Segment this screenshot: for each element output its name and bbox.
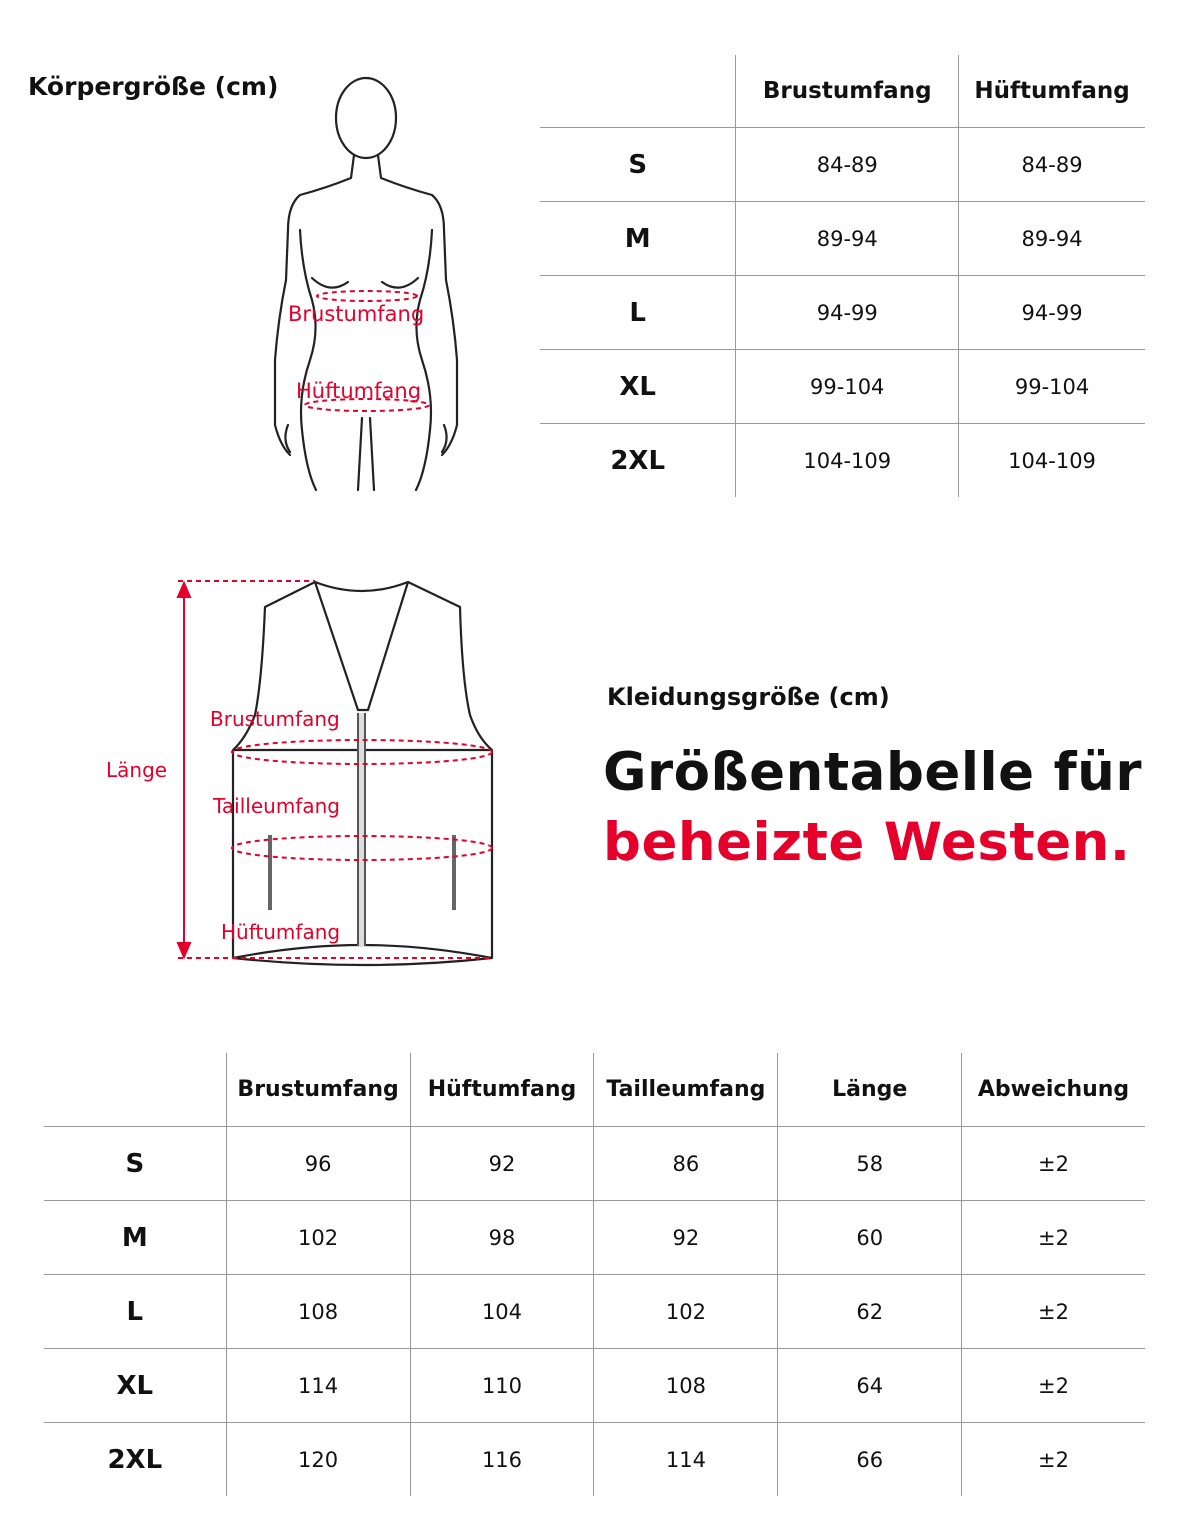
size-label: L	[540, 276, 736, 350]
table-row	[540, 424, 1145, 498]
table-cell: 116	[410, 1423, 594, 1497]
size-label: 2XL	[540, 424, 736, 498]
table-cell: 94-99	[959, 276, 1145, 350]
table-cell: 114	[594, 1423, 778, 1497]
vest-waist-label: Tailleumfang	[213, 794, 340, 818]
table-cell: ±2	[962, 1275, 1145, 1349]
vest-length-label: Länge	[106, 758, 168, 782]
table-cell: 89-94	[959, 202, 1145, 276]
table-header-cell: Brustumfang	[226, 1053, 410, 1127]
table-header-cell: Abweichung	[962, 1053, 1145, 1127]
table-cell: 104	[410, 1275, 594, 1349]
size-label: M	[44, 1201, 226, 1275]
body-hip-label: Hüftumfang	[296, 379, 422, 403]
table-cell: 120	[226, 1423, 410, 1497]
table-cell: 64	[778, 1349, 962, 1423]
table-cell: 108	[226, 1275, 410, 1349]
table-cell: 98	[410, 1201, 594, 1275]
table-cell: 94-99	[736, 276, 959, 350]
clothing-size-title: Kleidungsgröße (cm)	[607, 683, 890, 711]
size-label: S	[44, 1127, 226, 1201]
table-cell: 114	[226, 1349, 410, 1423]
body-chest-label: Brustumfang	[288, 302, 425, 326]
table-cell: 108	[594, 1349, 778, 1423]
table-cell: ±2	[962, 1127, 1145, 1201]
length-arrow	[178, 583, 190, 957]
table-header-row	[44, 1053, 1145, 1127]
clothing-size-table	[44, 1053, 1145, 1496]
table-header-cell: Brustumfang	[736, 55, 959, 128]
table-cell: 104-109	[736, 424, 959, 498]
table-cell: 92	[594, 1201, 778, 1275]
table-cell: 66	[778, 1423, 962, 1497]
table-cell: 60	[778, 1201, 962, 1275]
page-headline	[603, 738, 1142, 878]
table-row	[540, 128, 1145, 202]
body-size-title: Körpergröße (cm)	[28, 72, 279, 101]
table-cell: 86	[594, 1127, 778, 1201]
headline-line-1: Größentabelle für	[603, 742, 1142, 803]
table-cell: 102	[594, 1275, 778, 1349]
table-header-cell: Tailleumfang	[594, 1053, 778, 1127]
size-label: 2XL	[44, 1423, 226, 1497]
table-row	[540, 276, 1145, 350]
vest-measure-lines	[178, 581, 492, 958]
size-label: XL	[540, 350, 736, 424]
table-cell: 92	[410, 1127, 594, 1201]
vest-chest-label: Brustumfang	[210, 707, 340, 731]
table-header-cell	[44, 1053, 226, 1127]
body-size-table	[540, 55, 1145, 497]
table-row	[44, 1349, 1145, 1423]
table-header-cell	[540, 55, 736, 128]
table-cell: ±2	[962, 1201, 1145, 1275]
table-row	[44, 1275, 1145, 1349]
table-row	[540, 202, 1145, 276]
table-cell: 96	[226, 1127, 410, 1201]
left-pocket-zip	[268, 835, 272, 910]
table-cell: 84-89	[959, 128, 1145, 202]
table-header-cell: Hüftumfang	[959, 55, 1145, 128]
table-cell: 110	[410, 1349, 594, 1423]
table-cell: 89-94	[736, 202, 959, 276]
table-row	[44, 1423, 1145, 1497]
table-cell: 58	[778, 1127, 962, 1201]
table-cell: 99-104	[736, 350, 959, 424]
size-label: M	[540, 202, 736, 276]
table-cell: 99-104	[959, 350, 1145, 424]
headline-line-2: beheizte Westen.	[603, 812, 1131, 873]
table-row	[44, 1201, 1145, 1275]
size-label: S	[540, 128, 736, 202]
size-label: XL	[44, 1349, 226, 1423]
table-cell: 84-89	[736, 128, 959, 202]
table-row	[540, 350, 1145, 424]
table-cell: 102	[226, 1201, 410, 1275]
table-cell: ±2	[962, 1349, 1145, 1423]
table-row	[44, 1127, 1145, 1201]
table-cell: ±2	[962, 1423, 1145, 1497]
table-cell: 104-109	[959, 424, 1145, 498]
table-header-cell: Länge	[778, 1053, 962, 1127]
table-header-cell: Hüftumfang	[410, 1053, 594, 1127]
size-label: L	[44, 1275, 226, 1349]
body-figure-illustration	[275, 78, 457, 490]
table-cell: 62	[778, 1275, 962, 1349]
right-pocket-zip	[452, 835, 456, 910]
vest-hip-label: Hüftumfang	[221, 920, 341, 944]
table-header-row	[540, 55, 1145, 128]
